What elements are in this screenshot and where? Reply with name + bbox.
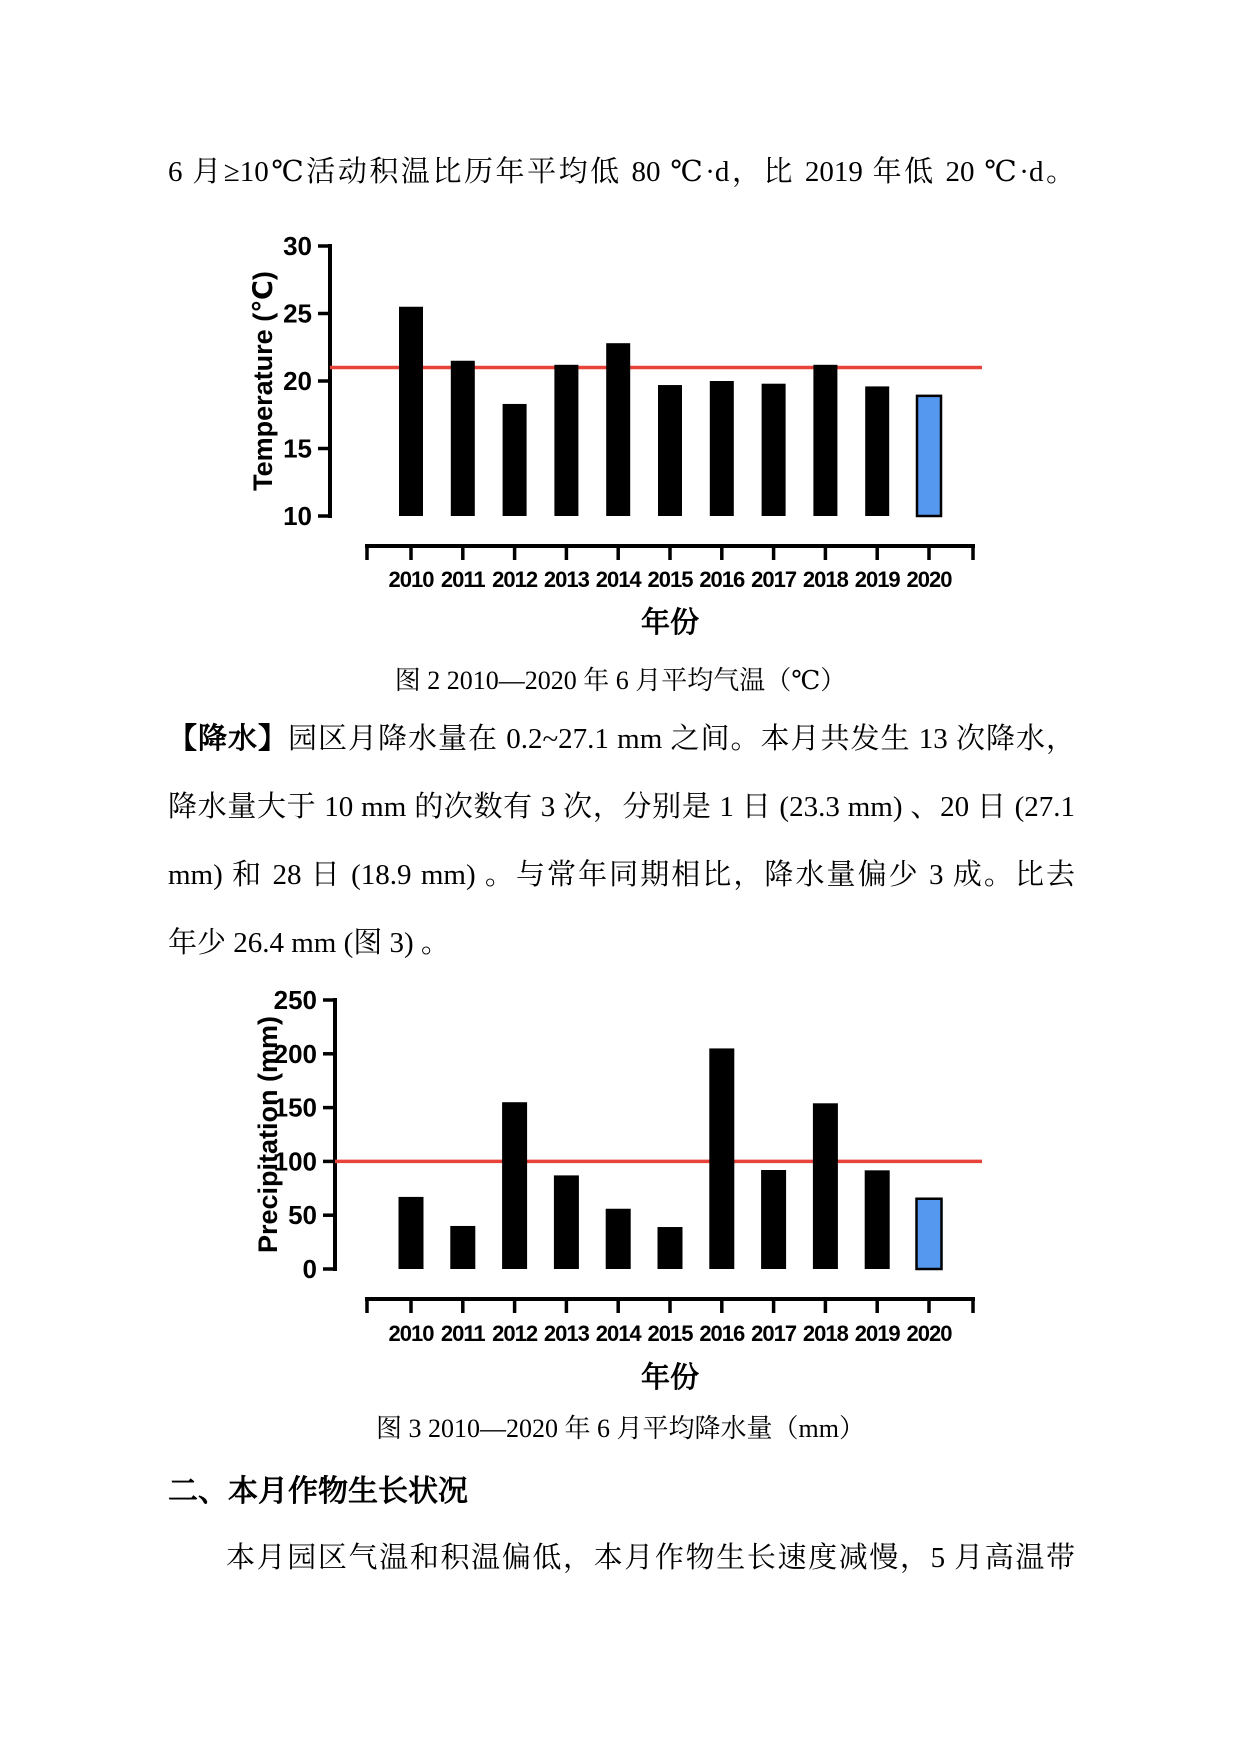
precip-line-1 [168,716,1075,757]
bar-2018 [813,1103,838,1269]
x-tick-label-2017: 2017 [751,567,797,592]
bar-2019 [865,386,889,516]
bar-2011 [451,361,475,516]
y-axis-title: Temperature (℃) [248,271,278,491]
x-tick-label-2018: 2018 [802,1321,848,1346]
bar-2014 [606,1209,631,1269]
bar-2013 [554,365,578,516]
section-heading: 二、本月作物生长状况 [168,1475,468,1508]
precip-line-3: mm) 和 28 日 (18.9 mm) 。与常年同期相比，降水量偏少 3 成。比去 [168,859,1075,891]
x-axis-title: 年份 [640,1362,700,1394]
bar-2010 [399,307,423,516]
y-tick-label: 25 [283,298,312,329]
temperature-bar-chart [230,195,1030,655]
x-tick-label-2018: 2018 [802,567,848,592]
precip-line-2: 降水量大于 10 mm 的次数有 3 次，分别是 1 日 (23.3 mm) 、20 日 (27.1 [168,791,1075,823]
bar-2011 [450,1226,475,1269]
bar-2018 [813,365,837,516]
x-tick-label-2015: 2015 [647,1321,693,1346]
x-axis-title: 年份 [640,607,700,639]
y-tick-label: 0 [302,1254,317,1284]
x-tick-label-2020: 2020 [906,567,952,592]
x-tick-label-2015: 2015 [647,567,693,592]
closing-paragraph: 本月园区气温和积温偏低，本月作物生长速度减慢，5 月高温带 [226,1542,1075,1574]
x-tick-label-2014: 2014 [595,1321,641,1346]
x-tick-label-2011: 2011 [440,1321,485,1346]
bar-2015 [658,1227,683,1269]
chart-canvas-0 [230,195,1030,650]
y-tick-label: 200 [273,1038,317,1069]
bar-2014 [606,343,630,516]
x-tick-label-2013: 2013 [543,567,589,592]
x-tick-label-2013: 2013 [543,1321,589,1346]
x-tick-label-2020: 2020 [906,1321,952,1346]
x-tick-label-2011: 2011 [440,567,485,592]
precip-line-1-text: 园区月降水量在 0.2~27.1 mm 之间。本月共发生 13 次降水， [288,723,1075,755]
bar-2019 [865,1170,890,1269]
y-axis-title: Precipitation (mm) [253,1015,283,1254]
y-tick-label: 10 [283,501,312,531]
bar-2016 [709,1048,734,1269]
bar-2013 [554,1175,579,1269]
y-tick-label: 150 [273,1092,317,1123]
x-tick-label-2010: 2010 [388,1321,434,1346]
y-tick-label: 250 [273,985,317,1015]
bar-2012 [503,404,527,516]
bar-2012 [502,1102,527,1269]
y-tick-label: 15 [283,433,312,464]
bar-2010 [399,1197,424,1269]
x-tick-label-2017: 2017 [751,1321,797,1346]
bar-2017 [761,1170,786,1269]
y-tick-label: 20 [283,366,312,396]
x-tick-label-2012: 2012 [492,567,538,592]
precip-line-4: 年少 26.4 mm (图 3) 。 [168,927,450,959]
precip-label: 【降水】 [168,723,288,755]
bar-2020 [917,396,941,516]
figure2-caption: 图 2 2010—2020 年 6 月平均气温（℃） [394,666,847,695]
x-tick-label-2012: 2012 [492,1321,538,1346]
bar-2016 [710,381,734,516]
bar-2020 [917,1199,942,1269]
bar-2017 [762,384,786,516]
precipitation-bar-chart [230,975,1030,1410]
x-tick-label-2014: 2014 [595,567,641,592]
chart-canvas-1 [230,975,1030,1405]
x-tick-label-2016: 2016 [699,1321,745,1346]
x-tick-label-2016: 2016 [699,567,745,592]
x-tick-label-2010: 2010 [388,567,434,592]
bar-2015 [658,385,682,516]
x-tick-label-2019: 2019 [854,567,900,592]
figure3-caption: 图 3 2010—2020 年 6 月平均降水量（mm） [376,1414,865,1443]
intro-paragraph: 6 月≥10℃活动积温比历年平均低 80 ℃·d，比 2019 年低 20 ℃·d。 [168,156,1075,188]
y-tick-label: 100 [273,1146,317,1177]
y-tick-label: 30 [283,231,312,261]
y-tick-label: 50 [288,1200,317,1231]
x-tick-label-2019: 2019 [854,1321,900,1346]
